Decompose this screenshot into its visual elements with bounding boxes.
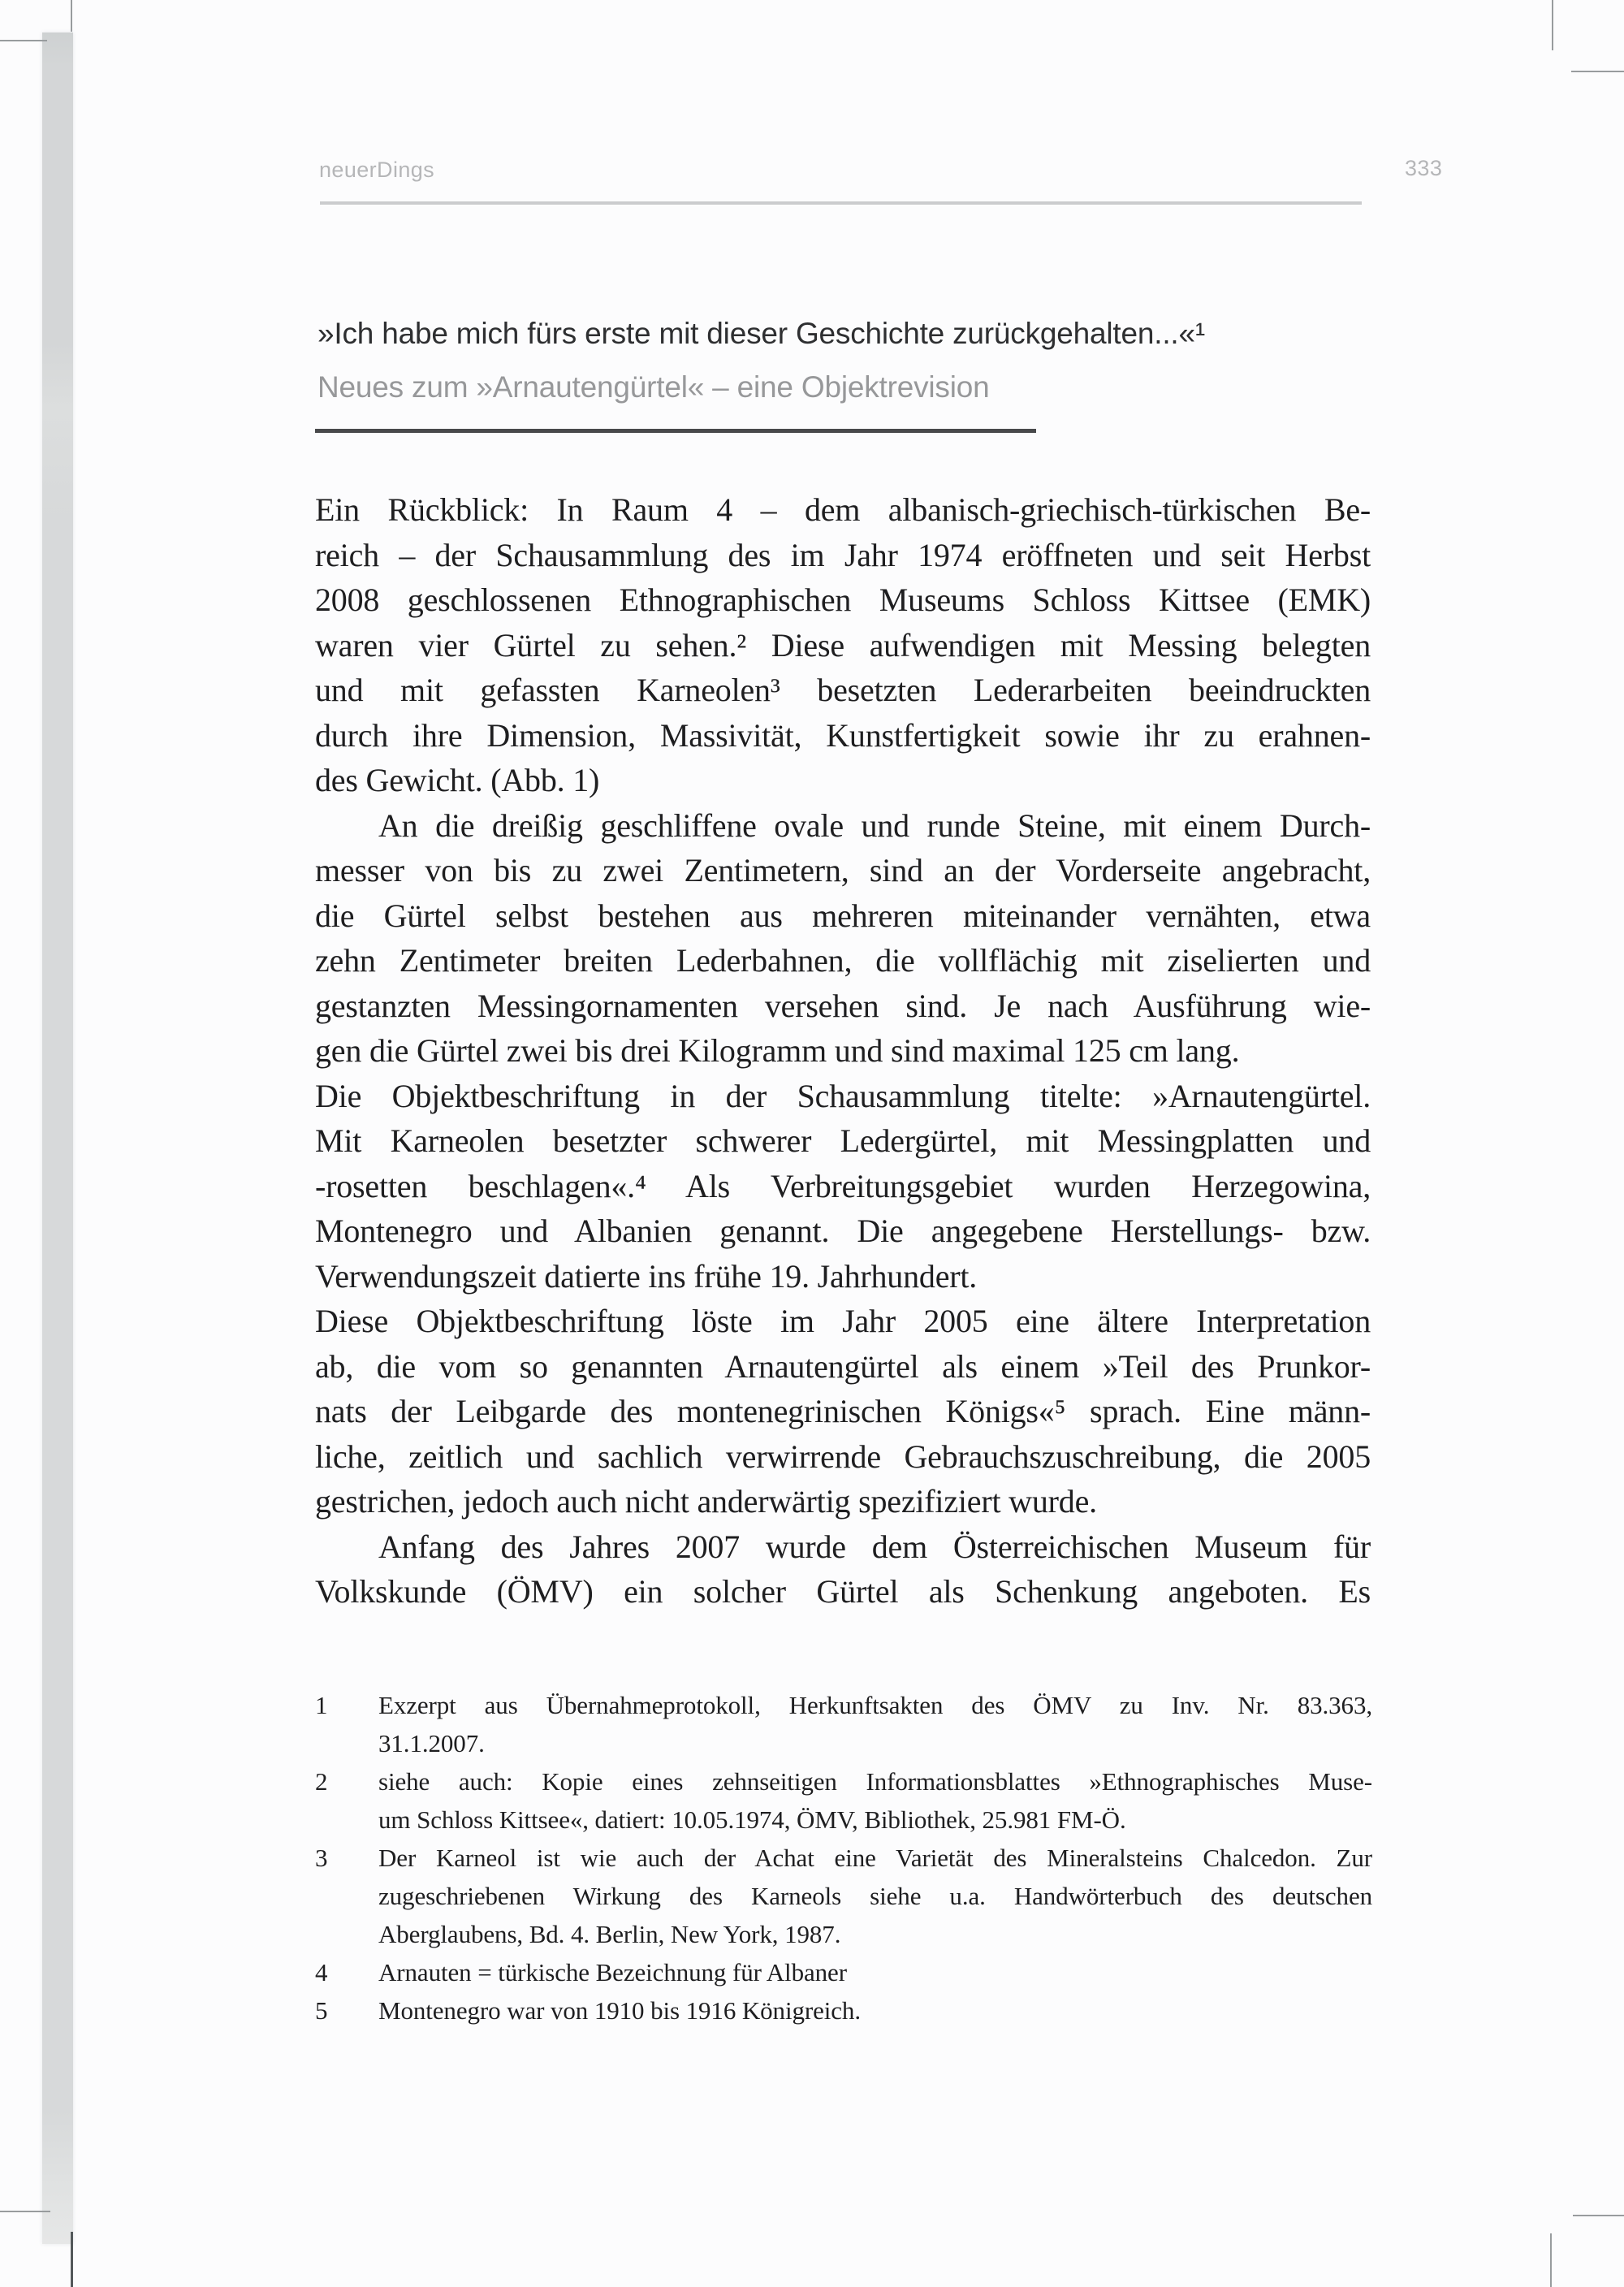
scan-mark-top-left-horizontal — [0, 40, 47, 41]
body-line: Volkskunde (ÖMV) ein solcher Gürtel als Schenkung angeboten. Es — [315, 1573, 1371, 1610]
footnote-line: siehe auch: Kopie eines zehnseitigen Informationsblattes »Ethnographisches Muse- — [378, 1767, 1372, 1796]
body-line: durch ihre Dimension, Massivität, Kunstfertigkeit sowie ihr zu erahnen- — [315, 716, 1371, 754]
title-rule — [315, 429, 1036, 433]
footnote-line: Montenegro war von 1910 bis 1916 Königreich. — [378, 1996, 861, 2025]
body-line: Ein Rückblick: In Raum 4 – dem albanisch-griechisch-türkischen Be- — [315, 491, 1371, 528]
body-line: messer von bis zu zwei Zentimetern, sind an der Vorderseite angebracht, — [315, 852, 1371, 888]
body-line: die Gürtel selbst bestehen aus mehreren miteinander vernähten, etwa — [315, 897, 1371, 934]
footnote-number: 2 — [315, 1767, 328, 1796]
footnote-text — [378, 1686, 1372, 1762]
journal-name: neuerDings — [319, 158, 435, 182]
body-line: reich – der Schausammlung des im Jahr 1974 eröffneten und seit Herbst — [315, 536, 1371, 573]
article-title: »Ich habe mich fürs erste mit dieser Geschichte zurückgehalten...«¹ — [317, 317, 1206, 350]
body-line: Die Objektbeschriftung in der Schausammlung titelte: »Arnautengürtel. — [315, 1077, 1371, 1114]
footnote — [315, 1991, 1372, 2030]
scan-mark-bottom-right-vertical — [1550, 2233, 1552, 2287]
page-number: 333 — [1405, 156, 1443, 180]
footnote-text — [378, 1839, 1372, 1953]
scan-mark-top-left-vertical — [71, 0, 72, 32]
scan-mark-bottom-left-vertical — [71, 2232, 73, 2287]
footnote — [315, 1839, 1372, 1953]
body-line: gestrichen, jedoch auch nicht anderwärtig spezifiziert wurde. — [315, 1483, 1097, 1520]
scan-mark-top-right-horizontal — [1571, 71, 1624, 72]
body-line: und mit gefassten Karneolen³ besetzten Lederarbeiten beeindruckten — [315, 672, 1371, 708]
scan-mark-top-right-vertical — [1552, 0, 1553, 50]
paragraph — [315, 487, 1371, 803]
paragraph — [315, 1074, 1371, 1299]
body-line: liche, zeitlich und sachlich verwirrende Gebrauchszuschreibung, die 2005 — [315, 1437, 1371, 1475]
scan-mark-bottom-right-horizontal — [1573, 2215, 1624, 2216]
body-line: waren vier Gürtel zu sehen.² Diese aufwendigen mit Messing belegten — [315, 626, 1371, 664]
footnotes — [315, 1686, 1372, 2030]
body-line: An die dreißig geschliffene ovale und runde Steine, mit einem Durch- — [378, 806, 1371, 844]
footnote — [315, 1762, 1372, 1839]
body-text — [315, 487, 1371, 1615]
paragraph — [315, 803, 1371, 1074]
footnote-text — [378, 1991, 1372, 2030]
body-line: gen die Gürtel zwei bis drei Kilogramm und sind maximal 125 cm lang. — [315, 1032, 1240, 1069]
footnote-number: 5 — [315, 1996, 328, 2025]
body-line: gestanzten Messingornamenten versehen sind. Je nach Ausführung wie- — [315, 987, 1371, 1024]
body-line: 2008 geschlossenen Ethnographischen Museums Schloss Kittsee (EMK) — [315, 581, 1371, 618]
footnote-line: Der Karneol ist wie auch der Achat eine Varietät des Mineralsteins Chalcedon. Zur — [378, 1844, 1372, 1872]
paragraph — [315, 1524, 1371, 1615]
body-line: Montenegro und Albanien genannt. Die angegebene Herstellungs- bzw. — [315, 1213, 1371, 1249]
footnote-text — [378, 1762, 1372, 1839]
paragraph — [315, 1299, 1371, 1524]
footnote — [315, 1686, 1372, 1762]
body-line: Mit Karneolen besetzter schwerer Ledergürtel, mit Messingplatten und — [315, 1122, 1371, 1159]
body-line: zehn Zentimeter breiten Lederbahnen, die vollflächig mit ziselierten und — [315, 942, 1371, 979]
scan-mark-bottom-left-horizontal — [0, 2211, 50, 2212]
body-line: des Gewicht. (Abb. 1) — [315, 762, 600, 798]
footnote-line: Arnauten = türkische Bezeichnung für Albaner — [378, 1958, 847, 1987]
scan-gutter-shadow — [42, 32, 73, 2244]
footnote-number: 1 — [315, 1691, 328, 1719]
footnote-line: 31.1.2007. — [378, 1729, 485, 1757]
footnote-line: um Schloss Kittsee«, datiert: 10.05.1974, ÖMV, Bibliothek, 25.981 FM-Ö. — [378, 1805, 1126, 1834]
body-line: Diese Objektbeschriftung löste im Jahr 2005 eine ältere Interpretation — [315, 1303, 1371, 1339]
footnote — [315, 1953, 1372, 1991]
body-line: -rosetten beschlagen«.⁴ Als Verbreitungsgebiet wurden Herzegowina, — [315, 1167, 1371, 1204]
article-subtitle: Neues zum »Arnautengürtel« – eine Objektrevision — [317, 370, 990, 404]
footnote-text — [378, 1953, 1372, 1991]
body-line: ab, die vom so genannten Arnautengürtel als einem »Teil des Prunkor- — [315, 1347, 1371, 1385]
article-title-block — [317, 307, 1381, 414]
footnote-number: 3 — [315, 1844, 328, 1872]
header-rule — [320, 201, 1362, 205]
body-line: nats der Leibgarde des montenegrinischen Königs«⁵ sprach. Eine männ- — [315, 1393, 1371, 1429]
footnote-line: Exzerpt aus Übernahmeprotokoll, Herkunftsakten des ÖMV zu Inv. Nr. 83.363, — [378, 1691, 1372, 1719]
body-line: Anfang des Jahres 2007 wurde dem Österreichischen Museum für — [378, 1528, 1371, 1565]
footnote-line: Aberglaubens, Bd. 4. Berlin, New York, 1987. — [378, 1920, 841, 1948]
footnote-number: 4 — [315, 1958, 328, 1987]
body-line: Verwendungszeit datierte ins frühe 19. Jahrhundert. — [315, 1257, 978, 1295]
footnote-line: zugeschriebenen Wirkung des Karneols siehe u.a. Handwörterbuch des deutschen — [378, 1882, 1372, 1910]
